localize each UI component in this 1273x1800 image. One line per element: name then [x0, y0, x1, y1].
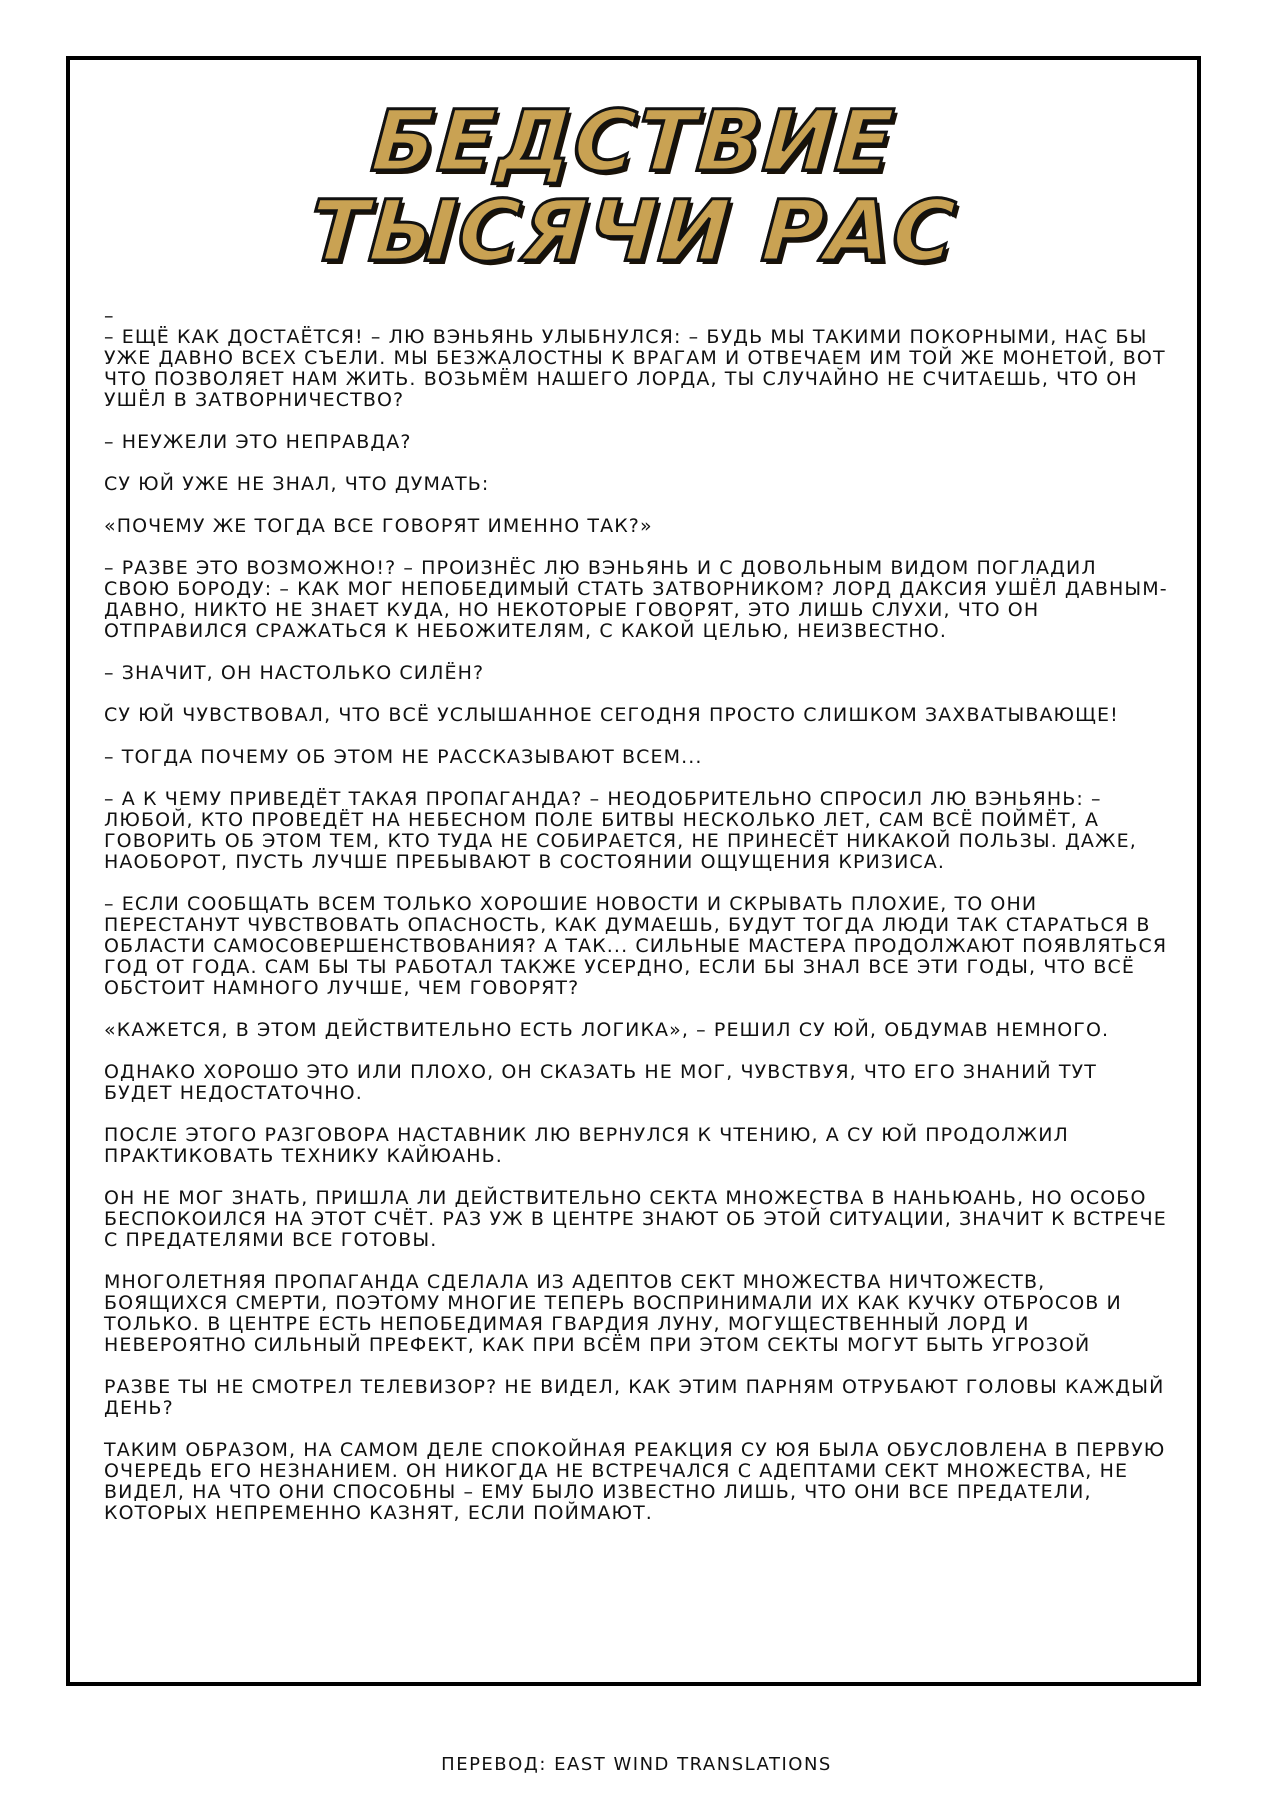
paragraph: – ЗНАЧИТ, ОН НАСТОЛЬКО СИЛЁН? — [104, 662, 485, 684]
paragraph: – РАЗВЕ ЭТО ВОЗМОЖНО!? – ПРОИЗНЁС ЛЮ ВЭНЬЯНЬ И С ДОВОЛЬНЫМ ВИДОМ ПОГЛАДИЛ СВОЮ БОРОДУ: – КАК МОГ НЕПОБЕДИМЫЙ СТАТЬ ЗАТВОРНИКОМ? ЛОРД ДАКСИЯ УШЁЛ ДАВНЫМ-ДАВНО, НИКТО НЕ ЗНАЕТ КУДА, НО НЕКОТОРЫЕ ГОВОРЯТ, ЭТО ЛИШЬ СЛУХИ, ЧТО ОН ОТПРАВИЛСЯ СРАЖАТЬСЯ К НЕБОЖИТЕЛЯМ, С КАКОЙ ЦЕЛЬЮ, НЕИЗВЕСТНО. — [104, 557, 1168, 642]
paragraph: «КАЖЕТСЯ, В ЭТОМ ДЕЙСТВИТЕЛЬНО ЕСТЬ ЛОГИКА», – РЕШИЛ СУ ЮЙ, ОБДУМАВ НЕМНОГО. — [104, 1019, 1110, 1041]
paragraph: СУ ЮЙ УЖЕ НЕ ЗНАЛ, ЧТО ДУМАТЬ: — [104, 473, 490, 495]
paragraph: – А К ЧЕМУ ПРИВЕДЁТ ТАКАЯ ПРОПАГАНДА? – НЕОДОБРИТЕЛЬНО СПРОСИЛ ЛЮ ВЭНЬЯНЬ: – ЛЮБОЙ, КТО ПРОВЕДЁТ НА НЕБЕСНОМ ПОЛЕ БИТВЫ НЕСКОЛЬКО ЛЕТ, САМ ВСЁ ПОЙМЁТ, А ГОВОРИТЬ ОБ ЭТОМ ТЕМ, КТО ТУДА НЕ СОБИРАЕТСЯ, НЕ ПРИНЕСЁТ НИКАКОЙ ПОЛЬЗЫ. ДАЖЕ, НАОБОРОТ, ПУСТЬ ЛУЧШЕ ПРЕБЫВАЮТ В СОСТОЯНИИ ОЩУЩЕНИЯ КРИЗИСА. — [104, 788, 1137, 873]
paragraph: ОН НЕ МОГ ЗНАТЬ, ПРИШЛА ЛИ ДЕЙСТВИТЕЛЬНО СЕКТА МНОЖЕСТВА В НАНЬЮАНЬ, НО ОСОБО БЕСПОКОИЛСЯ НА ЭТОТ СЧЁТ. РАЗ УЖ В ЦЕНТРЕ ЗНАЮТ ОБ ЭТОЙ СИТУАЦИИ, ЗНАЧИТ К ВСТРЕЧЕ С ПРЕДАТЕЛЯМИ ВСЕ ГОТОВЫ. — [104, 1187, 1167, 1251]
paragraph: – — [104, 305, 115, 327]
title-line-2: ТЫСЯЧИ РАС — [306, 182, 961, 280]
paragraph: – ЕЩЁ КАК ДОСТАЁТСЯ! – ЛЮ ВЭНЬЯНЬ УЛЫБНУЛСЯ: – БУДЬ МЫ ТАКИМИ ПОКОРНЫМИ, НАС БЫ УЖЕ ДАВНО ВСЕХ СЪЕЛИ. МЫ БЕЗЖАЛОСТНЫ К ВРАГАМ И ОТВЕЧАЕМ ИМ ТОЙ ЖЕ МОНЕТОЙ, ВОТ ЧТО ПОЗВОЛЯЕТ НАМ ЖИТЬ. ВОЗЬМЁМ НАШЕГО ЛОРДА, ТЫ СЛУЧАЙНО НЕ СЧИТАЕШЬ, ЧТО ОН УШЁЛ В ЗАТВОРНИЧЕСТВО? — [104, 326, 1166, 411]
title-block — [70, 92, 1197, 280]
paragraph: – ЕСЛИ СООБЩАТЬ ВСЕМ ТОЛЬКО ХОРОШИЕ НОВОСТИ И СКРЫВАТЬ ПЛОХИЕ, ТО ОНИ ПЕРЕСТАНУТ ЧУВСТВОВАТЬ ОПАСНОСТЬ, КАК ДУМАЕШЬ, БУДУТ ТОГДА ЛЮДИ ТАК СТАРАТЬСЯ В ОБЛАСТИ САМОСОВЕРШЕНСТВОВАНИЯ? А ТАК... СИЛЬНЫЕ МАСТЕРА ПРОДОЛЖАЮТ ПОЯВЛЯТЬСЯ ГОД ОТ ГОДА. САМ БЫ ТЫ РАБОТАЛ ТАКЖЕ УСЕРДНО, ЕСЛИ БЫ ЗНАЛ ВСЕ ЭТИ ГОДЫ, ЧТО ВСЁ ОБСТОИТ НАМНОГО ЛУЧШЕ, ЧЕМ ГОВОРЯТ? — [104, 893, 1168, 999]
paragraph: МНОГОЛЕТНЯЯ ПРОПАГАНДА СДЕЛАЛА ИЗ АДЕПТОВ СЕКТ МНОЖЕСТВА НИЧТОЖЕСТВ, БОЯЩИХСЯ СМЕРТИ, ПОЭТОМУ МНОГИЕ ТЕПЕРЬ ВОСПРИНИМАЛИ ИХ КАК КУЧКУ ОТБРОСОВ И ТОЛЬКО. В ЦЕНТРЕ ЕСТЬ НЕПОБЕДИМАЯ ГВАРДИЯ ЛУНУ, МОГУЩЕСТВЕННЫЙ ЛОРД И НЕВЕРОЯТНО СИЛЬНЫЙ ПРЕФЕКТ, КАК ПРИ ВСЁМ ПРИ ЭТОМ СЕКТЫ МОГУТ БЫТЬ УГРОЗОЙ — [104, 1271, 1122, 1356]
paragraph: «ПОЧЕМУ ЖЕ ТОГДА ВСЕ ГОВОРЯТ ИМЕННО ТАК?» — [104, 515, 653, 537]
chapter-text — [104, 306, 1169, 1545]
translator-credit: ПЕРЕВОД: EAST WIND TRANSLATIONS — [441, 1754, 832, 1775]
paragraph: – ТОГДА ПОЧЕМУ ОБ ЭТОМ НЕ РАССКАЗЫВАЮТ ВСЕМ... — [104, 746, 703, 768]
paragraph: СУ ЮЙ ЧУВСТВОВАЛ, ЧТО ВСЁ УСЛЫШАННОЕ СЕГОДНЯ ПРОСТО СЛИШКОМ ЗАХВАТЫВАЮЩЕ! — [104, 704, 1119, 726]
page-frame — [66, 56, 1201, 1686]
paragraph: ПОСЛЕ ЭТОГО РАЗГОВОРА НАСТАВНИК ЛЮ ВЕРНУЛСЯ К ЧТЕНИЮ, А СУ ЮЙ ПРОДОЛЖИЛ ПРАКТИКОВАТЬ ТЕХНИКУ КАЙЮАНЬ. — [104, 1124, 1069, 1167]
paragraph: РАЗВЕ ТЫ НЕ СМОТРЕЛ ТЕЛЕВИЗОР? НЕ ВИДЕЛ, КАК ЭТИМ ПАРНЯМ ОТРУБАЮТ ГОЛОВЫ КАЖДЫЙ ДЕНЬ? — [104, 1376, 1165, 1419]
paragraph: – НЕУЖЕЛИ ЭТО НЕПРАВДА? — [104, 431, 412, 453]
title-line-1: БЕДСТВИЕ — [368, 92, 899, 190]
paragraph: ТАКИМ ОБРАЗОМ, НА САМОМ ДЕЛЕ СПОКОЙНАЯ РЕАКЦИЯ СУ ЮЯ БЫЛА ОБУСЛОВЛЕНА В ПЕРВУЮ ОЧЕРЕДЬ ЕГО НЕЗНАНИЕМ. ОН НИКОГДА НЕ ВСТРЕЧАЛСЯ С АДЕПТАМИ СЕКТ МНОЖЕСТВА, НЕ ВИДЕЛ, НА ЧТО ОНИ СПОСОБНЫ – ЕМУ БЫЛО ИЗВЕСТНО ЛИШЬ, ЧТО ОНИ ВСЕ ПРЕДАТЕЛИ, КОТОРЫХ НЕПРЕМЕННО КАЗНЯТ, ЕСЛИ ПОЙМАЮТ. — [104, 1439, 1166, 1524]
paragraph: ОДНАКО ХОРОШО ЭТО ИЛИ ПЛОХО, ОН СКАЗАТЬ НЕ МОГ, ЧУВСТВУЯ, ЧТО ЕГО ЗНАНИЙ ТУТ БУДЕТ НЕДОСТАТОЧНО. — [104, 1061, 1097, 1104]
